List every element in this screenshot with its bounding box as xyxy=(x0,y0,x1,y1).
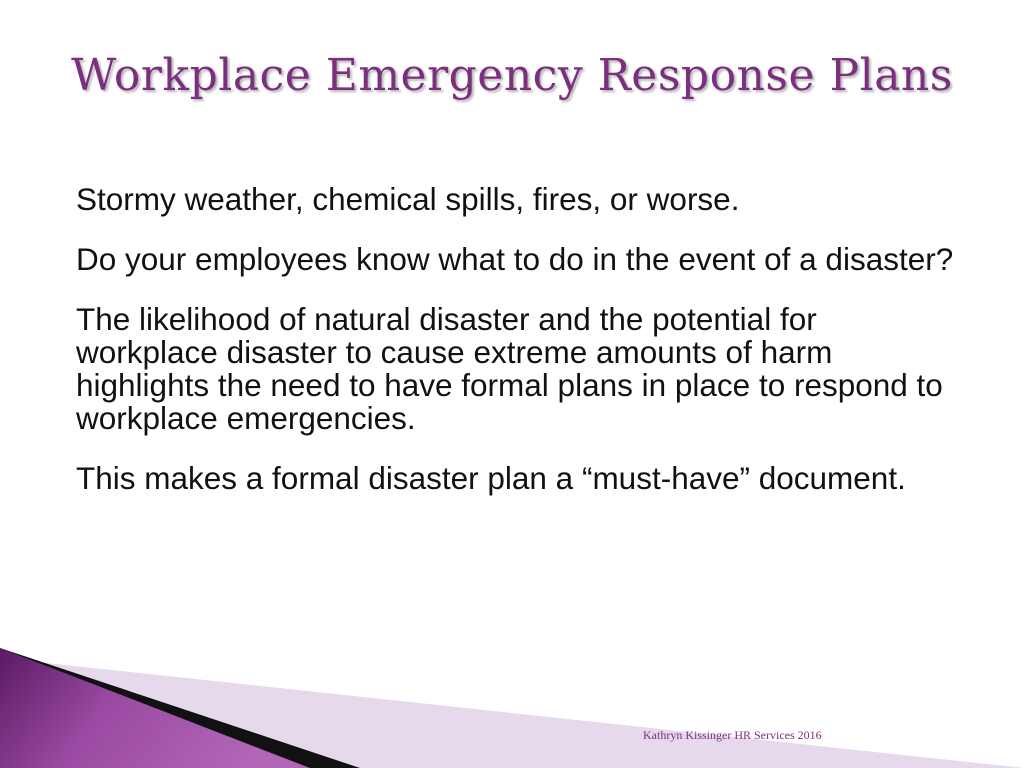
footer-credit: Kathryn Kissinger HR Services 2016 xyxy=(643,728,822,742)
paragraph: Stormy weather, chemical spills, fires, or worse. xyxy=(76,181,740,217)
slide-title: Workplace Emergency Response Plans xyxy=(71,50,953,101)
slide-body xyxy=(76,183,956,522)
paragraph: Do your employees know what to do in the event of a disaster? xyxy=(76,241,954,277)
paragraph: The likelihood of natural disaster and the potential for workplace disaster to cause extreme amounts of harm highlights the need to have formal plans in place to respond to workplace emergencies. xyxy=(76,301,943,436)
paragraph: This makes a formal disaster plan a “must-have” document. xyxy=(76,460,906,496)
